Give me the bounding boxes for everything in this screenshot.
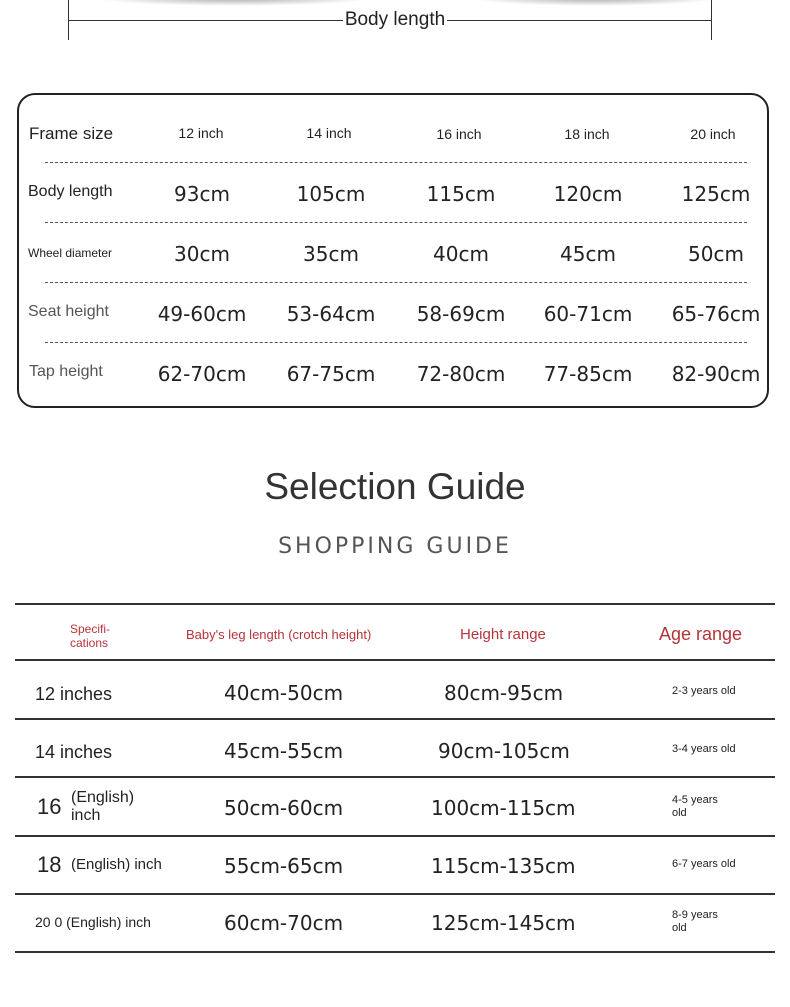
- spec-value: 115cm: [426, 182, 496, 206]
- leg-cell: 50cm-60cm: [224, 796, 344, 820]
- spec-value: 53-64cm: [286, 302, 376, 326]
- spec-value: 82-90cm: [671, 362, 761, 386]
- spec-value: 30cm: [174, 242, 230, 266]
- header-age-range: Age range: [659, 624, 743, 644]
- spec-value: 60-71cm: [543, 302, 633, 326]
- spec-value: 77-85cm: [543, 362, 633, 386]
- size-header: 12 inch: [178, 125, 224, 141]
- spec-cell: 20 0 (English) inch: [35, 914, 151, 930]
- row-divider: [45, 282, 747, 283]
- row-divider: [45, 342, 747, 343]
- row-divider: [45, 162, 747, 163]
- spec-value: 40cm: [433, 242, 489, 266]
- section-subtitle: SHOPPING GUIDE: [278, 534, 512, 559]
- header-spec-line2: cations: [70, 636, 109, 650]
- dimension-label: Body length: [344, 9, 446, 30]
- leg-cell: 55cm-65cm: [224, 854, 344, 878]
- frame-size-label: Frame size: [29, 124, 114, 143]
- table-divider: [15, 893, 775, 895]
- size-header: 18 inch: [564, 126, 610, 142]
- leg-cell: 45cm-55cm: [224, 739, 344, 763]
- row-label-tap-height: Tap height: [29, 363, 103, 380]
- spec-value: 62-70cm: [157, 362, 247, 386]
- spec-value: 72-80cm: [416, 362, 506, 386]
- spec-cell: (English) inch: [71, 789, 135, 824]
- row-label-seat-height: Seat height: [28, 303, 109, 320]
- table-top-border: [15, 603, 775, 605]
- spec-value: 45cm: [560, 242, 616, 266]
- header-specifications: [70, 622, 110, 650]
- table-bottom-border: [15, 951, 775, 953]
- spec-value: 50cm: [688, 242, 744, 266]
- spec-value: 125cm: [681, 182, 751, 206]
- table-divider: [15, 835, 775, 837]
- header-height-range: Height range: [460, 626, 546, 643]
- age-cell: 4-5 years old: [672, 794, 718, 819]
- age-cell: 6-7 years old: [672, 858, 736, 870]
- height-cell: 80cm-95cm: [444, 681, 564, 705]
- row-label-body-length: Body length: [28, 183, 113, 200]
- spec-value: 93cm: [174, 182, 230, 206]
- height-cell: 125cm-145cm: [431, 911, 576, 935]
- row-divider: [45, 222, 747, 223]
- section-title: Selection Guide: [264, 466, 526, 507]
- size-header: 14 inch: [306, 125, 352, 141]
- leg-cell: 40cm-50cm: [224, 681, 344, 705]
- size-header: 20 inch: [690, 126, 736, 142]
- header-spec-line1: Specifi-: [70, 622, 111, 636]
- spec-value: 105cm: [296, 182, 366, 206]
- spec-value: 35cm: [303, 242, 359, 266]
- size-header: 16 inch: [436, 126, 482, 142]
- age-cell: 8-9 years old: [672, 909, 718, 934]
- product-shadow-left: [95, 0, 375, 6]
- header-leg-length: Baby's leg length (crotch height): [186, 627, 372, 642]
- spec-value: 49-60cm: [157, 302, 247, 326]
- spec-cell: (English) inch: [71, 856, 162, 873]
- spec-number: 16: [37, 794, 62, 819]
- spec-value: 58-69cm: [416, 302, 506, 326]
- spec-value: 67-75cm: [286, 362, 376, 386]
- table-divider: [15, 776, 775, 778]
- spec-value: 65-76cm: [671, 302, 761, 326]
- spec-cell: 12 inches: [35, 684, 113, 704]
- product-shadow-right: [470, 0, 720, 6]
- age-cell: 2-3 years old: [672, 685, 736, 697]
- table-divider: [15, 659, 775, 661]
- spec-number: 18: [37, 852, 62, 877]
- age-cell: 3-4 years old: [672, 743, 736, 755]
- table-divider: [15, 718, 775, 720]
- height-cell: 115cm-135cm: [431, 854, 576, 878]
- height-cell: 90cm-105cm: [438, 739, 570, 763]
- height-cell: 100cm-115cm: [431, 796, 576, 820]
- spec-value: 120cm: [553, 182, 623, 206]
- row-label-wheel-diameter: Wheel diameter: [28, 246, 113, 260]
- leg-cell: 60cm-70cm: [224, 911, 344, 935]
- spec-cell: 14 inches: [35, 742, 113, 762]
